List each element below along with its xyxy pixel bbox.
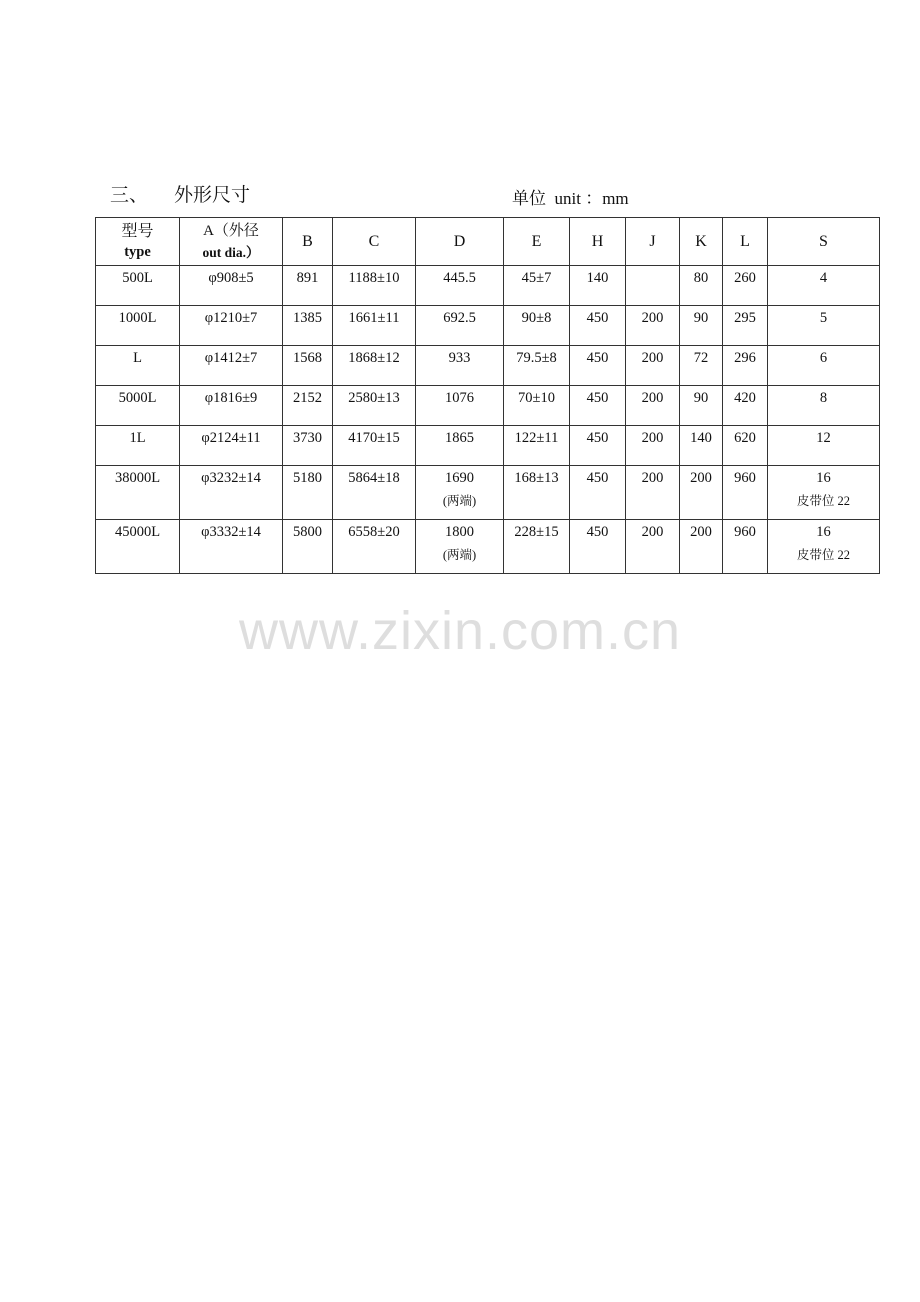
cell-e: [504, 386, 570, 426]
cell-s: [768, 426, 880, 466]
cell-h: [570, 386, 626, 426]
table-row: [96, 346, 880, 386]
cell-l: [723, 266, 768, 306]
cell-l-value: 296: [734, 350, 756, 366]
header-s: S: [768, 218, 880, 266]
cell-b-value: 5180: [293, 470, 322, 486]
cell-b: [283, 386, 333, 426]
cell-c: [333, 520, 416, 574]
cell-h-value: 450: [586, 310, 609, 326]
cell-c-value: 1868±12: [348, 350, 400, 366]
header-type: [96, 218, 180, 266]
cell-l: [723, 346, 768, 386]
cell-c: [333, 466, 416, 520]
cell-s-note: 皮带位 22: [796, 494, 851, 508]
cell-d-value: 933: [448, 350, 471, 366]
table-body: [96, 266, 880, 574]
cell-h-value: 450: [586, 350, 609, 366]
cell-type-value: 500L: [122, 270, 153, 286]
cell-e-value: 79.5±8: [516, 350, 557, 366]
cell-h: [570, 426, 626, 466]
cell-a: [180, 266, 283, 306]
cell-d-value: 692.5: [443, 310, 476, 326]
cell-type: [96, 466, 180, 520]
cell-c-value: 1188±10: [348, 270, 400, 286]
cell-k-value: 140: [690, 430, 712, 446]
cell-c-value: 6558±20: [348, 524, 400, 540]
cell-e: [504, 346, 570, 386]
header-j: J: [626, 218, 680, 266]
header-a: [180, 218, 283, 266]
cell-type: [96, 426, 180, 466]
cell-h-value: 450: [586, 524, 609, 540]
cell-a-value: φ2124±11: [201, 430, 261, 446]
table-row: [96, 386, 880, 426]
cell-e: [504, 466, 570, 520]
cell-s: [768, 386, 880, 426]
cell-c: [333, 386, 416, 426]
cell-d-value: 1076: [445, 390, 474, 406]
header-a-cn: A（外径: [203, 222, 259, 239]
cell-s-value: 12: [816, 430, 831, 446]
cell-j: [626, 306, 680, 346]
cell-h: [570, 306, 626, 346]
cell-k: [680, 306, 723, 346]
cell-s-value: 5: [819, 310, 828, 326]
cell-type-value: 5000L: [118, 390, 157, 406]
header-h: H: [570, 218, 626, 266]
cell-k-value: 80: [693, 270, 709, 286]
cell-l-value: 420: [734, 390, 756, 406]
cell-e: [504, 266, 570, 306]
cell-b: [283, 520, 333, 574]
cell-b-value: 3730: [293, 430, 322, 446]
cell-c-value: 1661±11: [348, 310, 400, 326]
cell-s: [768, 520, 880, 574]
cell-a-value: φ1412±7: [204, 350, 258, 366]
cell-c: [333, 346, 416, 386]
cell-a: [180, 346, 283, 386]
cell-l: [723, 306, 768, 346]
dimensions-table: [95, 217, 880, 574]
cell-d: [416, 520, 504, 574]
cell-l-value: 960: [734, 470, 756, 486]
unit-label: 单位: [512, 189, 546, 208]
cell-a: [180, 466, 283, 520]
cell-s-value: 16: [816, 524, 831, 540]
cell-l-value: 620: [734, 430, 756, 446]
cell-a-value: φ908±5: [208, 270, 254, 286]
header-e: E: [504, 218, 570, 266]
cell-j-value: 200: [641, 430, 664, 446]
cell-b-value: 891: [296, 270, 319, 286]
cell-j-value: 200: [641, 390, 664, 406]
table-row: [96, 266, 880, 306]
cell-e: [504, 520, 570, 574]
cell-k: [680, 426, 723, 466]
unit-value: mm: [602, 189, 629, 208]
cell-c-value: 2580±13: [348, 390, 400, 406]
cell-e-value: 168±13: [514, 470, 559, 486]
watermark: www.zixin.com.cn: [238, 601, 682, 661]
cell-type-value: L: [133, 350, 142, 366]
cell-k: [680, 520, 723, 574]
cell-l-value: 960: [734, 524, 756, 540]
cell-j: [626, 386, 680, 426]
cell-l-value: 260: [734, 270, 756, 286]
cell-e: [504, 426, 570, 466]
cell-b: [283, 266, 333, 306]
cell-type-value: 45000L: [114, 524, 161, 540]
table-row: [96, 520, 880, 574]
cell-d-note: (两端): [442, 494, 477, 508]
cell-d: [416, 466, 504, 520]
section-heading: [110, 180, 250, 207]
cell-b-value: 5800: [293, 524, 322, 540]
cell-h: [570, 466, 626, 520]
cell-type-value: 1000L: [118, 310, 157, 326]
cell-j-value: 200: [641, 310, 664, 326]
cell-type: [96, 386, 180, 426]
cell-type: [96, 266, 180, 306]
cell-s: [768, 266, 880, 306]
cell-a: [180, 306, 283, 346]
cell-a: [180, 386, 283, 426]
cell-h-value: 450: [586, 470, 609, 486]
cell-type: [96, 520, 180, 574]
cell-c-value: 4170±15: [348, 430, 400, 446]
unit-word: unit: [554, 189, 581, 208]
cell-h-value: 450: [586, 430, 609, 446]
cell-s-value: 4: [819, 270, 828, 286]
cell-d: [416, 266, 504, 306]
cell-j: [626, 346, 680, 386]
cell-type: [96, 306, 180, 346]
cell-a-value: φ1210±7: [204, 310, 258, 326]
cell-l-value: 295: [734, 310, 756, 326]
cell-l: [723, 426, 768, 466]
cell-k: [680, 386, 723, 426]
cell-s: [768, 346, 880, 386]
cell-b-value: 2152: [293, 390, 322, 406]
section-title: 外形尺寸: [174, 185, 251, 206]
cell-j: [626, 466, 680, 520]
cell-e-value: 122±11: [514, 430, 559, 446]
cell-k: [680, 466, 723, 520]
cell-b-value: 1568: [293, 350, 322, 366]
cell-j-value: 200: [641, 524, 664, 540]
cell-d: [416, 386, 504, 426]
cell-d: [416, 426, 504, 466]
cell-h: [570, 346, 626, 386]
cell-d-value: 1800: [445, 524, 474, 540]
cell-c: [333, 426, 416, 466]
header-row: [96, 218, 880, 266]
cell-b: [283, 346, 333, 386]
cell-d-value: 445.5: [443, 270, 476, 286]
cell-s-value: 8: [819, 390, 828, 406]
cell-type-value: 1L: [129, 430, 146, 446]
cell-k-value: 90: [693, 310, 709, 326]
header-d: D: [416, 218, 504, 266]
table-row: [96, 306, 880, 346]
cell-k-value: 200: [690, 470, 712, 486]
cell-e: [504, 306, 570, 346]
cell-b: [283, 426, 333, 466]
cell-e-value: 90±8: [521, 310, 552, 326]
cell-s-value: 16: [816, 470, 831, 486]
cell-j-value: 200: [641, 350, 664, 366]
cell-a-value: φ1816±9: [204, 390, 258, 406]
cell-k-value: 72: [693, 350, 709, 366]
cell-a-value: φ3232±14: [201, 470, 261, 486]
cell-b: [283, 306, 333, 346]
cell-j-value: 200: [641, 470, 664, 486]
section-number: 三、: [110, 185, 149, 206]
unit-note: [512, 184, 629, 209]
cell-k-value: 90: [693, 390, 709, 406]
table-row: [96, 466, 880, 520]
cell-l: [723, 466, 768, 520]
cell-c: [333, 306, 416, 346]
cell-type: [96, 346, 180, 386]
table-row: [96, 426, 880, 466]
cell-s: [768, 306, 880, 346]
cell-h-value: 450: [586, 390, 609, 406]
cell-c-value: 5864±18: [348, 470, 400, 486]
cell-d: [416, 306, 504, 346]
cell-e-value: 70±10: [518, 390, 555, 406]
cell-s-note: 皮带位 22: [796, 548, 851, 562]
cell-l: [723, 386, 768, 426]
cell-c: [333, 266, 416, 306]
cell-type-value: 38000L: [114, 470, 161, 486]
header-l: L: [723, 218, 768, 266]
cell-d-note: (两端): [442, 548, 477, 562]
header-k: K: [680, 218, 723, 266]
cell-h: [570, 266, 626, 306]
header-b: B: [283, 218, 333, 266]
cell-h-value: 140: [586, 270, 609, 286]
cell-l: [723, 520, 768, 574]
cell-k-value: 200: [690, 524, 712, 540]
cell-e-value: 228±15: [514, 524, 559, 540]
unit-colon: ：: [585, 189, 603, 208]
cell-d: [416, 346, 504, 386]
cell-a: [180, 520, 283, 574]
header-c: C: [333, 218, 416, 266]
cell-b-value: 1385: [293, 310, 322, 326]
cell-d-value: 1865: [445, 430, 474, 446]
cell-s-value: 6: [819, 350, 828, 366]
cell-k: [680, 346, 723, 386]
cell-j: [626, 266, 680, 306]
cell-k: [680, 266, 723, 306]
cell-s: [768, 466, 880, 520]
cell-b: [283, 466, 333, 520]
cell-a: [180, 426, 283, 466]
cell-e-value: 45±7: [521, 270, 552, 286]
cell-j: [626, 520, 680, 574]
header-a-en: out dia.）: [202, 244, 260, 260]
header-type-cn: 型号: [121, 222, 154, 240]
cell-a-value: φ3332±14: [201, 524, 261, 540]
cell-d-value: 1690: [445, 470, 474, 486]
header-type-en: type: [124, 243, 151, 260]
cell-h: [570, 520, 626, 574]
cell-j: [626, 426, 680, 466]
